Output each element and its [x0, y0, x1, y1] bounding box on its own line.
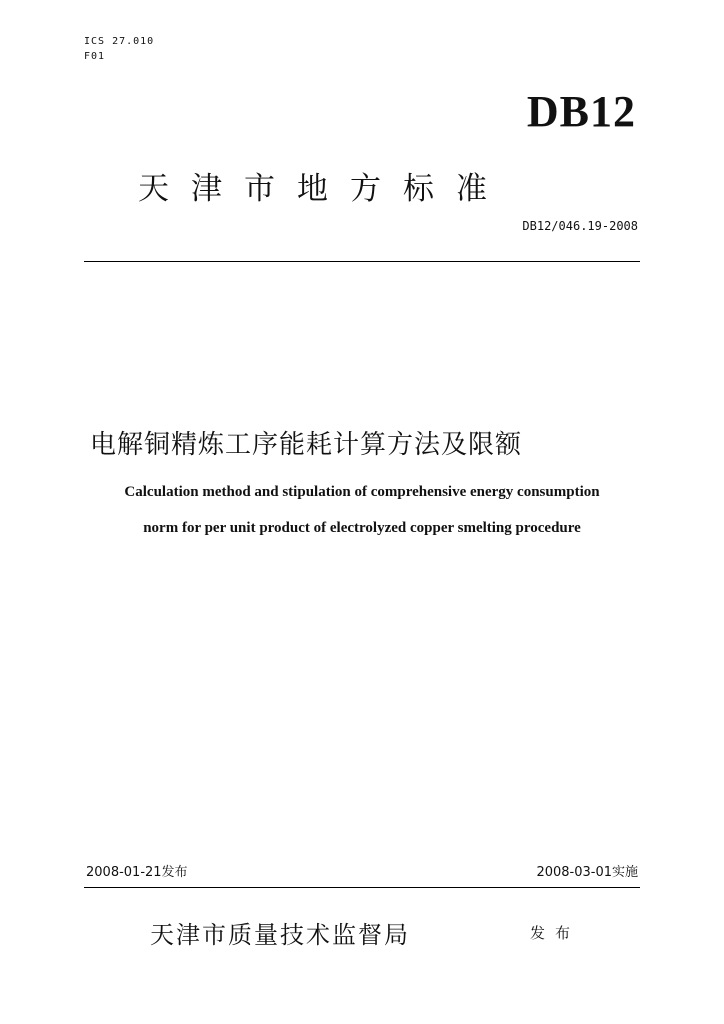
db-logo: DB12 [526, 87, 636, 136]
standard-type-heading: 天津市地方标准 [138, 171, 509, 207]
bottom-divider [84, 887, 640, 888]
issued-label: 发布 [530, 924, 581, 942]
standard-number: DB12/046.19-2008 [522, 219, 638, 233]
ics-code: ICS 27.010 [84, 36, 155, 47]
title-chinese: 电解铜精炼工序能耗计算方法及限额 [90, 430, 523, 460]
top-divider [84, 261, 640, 262]
issue-date: 2008-01-21发布 [86, 865, 188, 880]
title-english-line-2: norm for per unit product of electrolyzed copper smelting procedure [143, 520, 581, 536]
implementation-date: 2008-03-01实施 [536, 865, 638, 880]
ccs-code: F01 [84, 51, 106, 62]
title-english-line-1: Calculation method and stipulation of comprehensive energy consumption [124, 484, 600, 500]
issuing-authority: 天津市质量技术监督局 [150, 921, 410, 949]
